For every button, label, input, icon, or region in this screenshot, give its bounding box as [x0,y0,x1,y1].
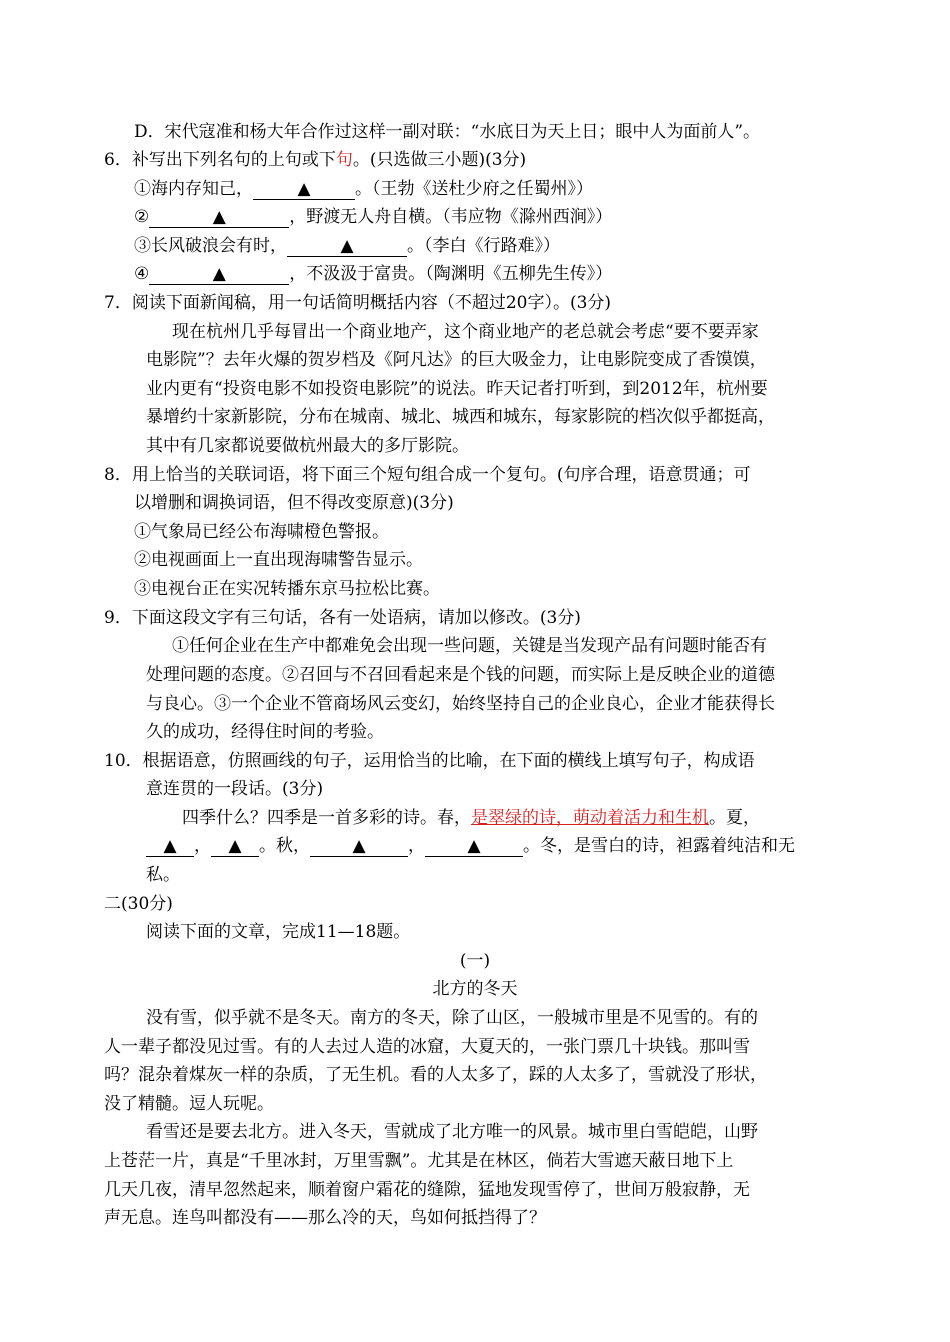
passage-part-label: (一) [459,951,491,971]
q8-item: ①气象局已经公布海啸橙色警报。 [134,522,389,542]
q8-stem-cont: 以增删和调换词语，但不得改变原意)(3分) [134,493,454,513]
q6-item-3-pre: ③长风破浪会有时， [134,236,287,256]
q7-paragraph-line: 暴增约十家新影院，分布在城南、城北、城西和城东，每家影院的档次似乎都挺高， [146,407,775,427]
section-2-intro: 阅读下面的文章，完成11—18题。 [146,922,411,942]
q6-item-2-blank[interactable]: ▲ [149,207,289,228]
q9-paragraph-line: 处理问题的态度。②召回与不召回看起来是个钱的问题，而实际上是反映企业的道德 [146,665,775,685]
q9-stem: 9．下面这段文字有三句话，各有一处语病，请加以修改。(3分) [104,608,581,628]
passage-line: 声无息。连鸟叫都没有——那么冷的天，鸟如何抵挡得了？ [104,1208,546,1228]
q9-paragraph-line: ①任何企业在生产中都难免会出现一些问题，关键是当发现产品有问题时能否有 [172,636,767,656]
q10-passage-line-1 [182,804,760,832]
q10-blank-autumn-2[interactable]: ▲ [425,836,523,857]
q6-item-4 [134,260,612,288]
q6-stem-text-a: 6．补写出下列名句的上句或下 [104,150,336,170]
q10-sep: ， [408,836,425,856]
q6-item-3 [134,232,560,260]
q10-winter-text: 。冬，是雪白的诗，袒露着纯洁和无 [523,836,795,856]
q6-stem-text-b: 。(只选做三小题)(3分) [352,150,527,170]
q10-passage-line-2 [146,832,795,860]
q7-stem: 7．阅读下面新闻稿，用一句话简明概括内容（不超过20字）。(3分) [104,293,612,313]
q8-item: ③电视台正在实况转播东京马拉松比赛。 [134,579,440,599]
passage-line: 没有雪，似乎就不是冬天。南方的冬天，除了山区，一般城市里是不见雪的。有的 [146,1008,758,1028]
q8-item: ②电视画面上一直出现海啸警告显示。 [134,550,423,570]
q10-passage-pre: 四季什么？四季是一首多彩的诗。春， [182,808,471,828]
q6-stem-red-char: 句 [335,150,353,170]
q6-item-4-blank[interactable]: ▲ [149,264,289,285]
q10-stem: 10．根据语意，仿照画线的句子，运用恰当的比喻，在下面的横线上填写句子，构成语 [104,751,755,771]
passage-line: 人一辈子都没见过雪。有的人去过人造的冰窟，大夏天的，一张门票几十块钱。那叫雪 [104,1037,750,1057]
q10-passage-line-3: 私。 [146,865,180,885]
q7-paragraph-line: 业内更有“投资电影不如投资电影院”的说法。昨天记者打听到，到2012年，杭州要 [146,379,768,399]
q9-paragraph-line: 与良心。③一个企业不管商场风云变幻，始终坚持自己的企业良心，企业才能获得长 [146,694,775,714]
q10-autumn-label: 。秋， [259,836,310,856]
passage-line: 没了精髓。逗人玩呢。 [104,1094,274,1114]
q10-stem-cont: 意连贯的一段话。(3分) [146,779,324,799]
passage-line: 看雪还是要去北方。进入冬天，雪就成了北方唯一的风景。城市里白雪皑皑，山野 [146,1122,758,1142]
q10-blank-summer-1[interactable]: ▲ [146,836,194,857]
q9-paragraph-line: 久的成功，经得住时间的考验。 [146,722,384,742]
q10-underlined-example: 是翠绿的诗，萌动着活力和生机 [471,808,709,828]
q6-item-1 [134,175,593,203]
q6-item-1-post: 。（王勃《送杜少府之任蜀州》） [355,179,593,199]
q7-paragraph-line: 现在杭州几乎每冒出一个商业地产，这个商业地产的老总就会考虑“要不要弄家 [172,322,759,342]
q6-item-2-pre: ② [134,207,150,227]
passage-line: 吗？混杂着煤灰一样的杂质，了无生机。看的人太多了，踩的人太多了，雪就没了形状， [104,1065,767,1085]
q6-item-1-blank[interactable]: ▲ [253,179,355,200]
q6-item-3-post: 。（李白《行路难》） [407,236,560,256]
q8-stem: 8．用上恰当的关联词语，将下面三个短句组合成一个复句。(句序合理，语意贯通；可 [104,465,751,485]
q6-stem [104,146,526,174]
q5-option-d: D．宋代寇准和杨大年合作过这样一副对联：“水底日为天上日；眼中人为面前人”。 [134,122,761,142]
q6-item-2-post: ，野渡无人舟自横。（韦应物《滁州西涧》） [289,207,613,227]
passage-line: 几天几夜，清早忽然起来，顺着窗户霜花的缝隙，猛地发现雪停了，世间万般寂静，无 [104,1180,750,1200]
q6-item-2 [134,203,612,231]
q10-blank-summer-2[interactable]: ▲ [211,836,259,857]
q7-paragraph-line: 电影院”？去年火爆的贺岁档及《阿凡达》的巨大吸金力，让电影院变成了香馍馍， [146,350,767,370]
section-2-heading: 二(30分) [104,894,173,914]
q6-item-1-pre: ①海内存知己， [134,179,253,199]
q10-blank-autumn-1[interactable]: ▲ [310,836,408,857]
q10-sep: ， [194,836,211,856]
passage-line: 上苍茫一片，真是“千里冰封，万里雪飘”。尤其是在林区，倘若大雪遮天蔽日地下上 [104,1151,734,1171]
q10-passage-post: 。夏， [709,808,760,828]
q6-item-4-post: ，不汲汲于富贵。（陶渊明《五柳先生传》） [289,264,613,284]
passage-title: 北方的冬天 [432,979,518,999]
q7-paragraph-line: 其中有几家都说要做杭州最大的多厅影院。 [146,436,469,456]
q6-item-3-blank[interactable]: ▲ [287,236,407,257]
q6-item-4-pre: ④ [134,264,150,284]
